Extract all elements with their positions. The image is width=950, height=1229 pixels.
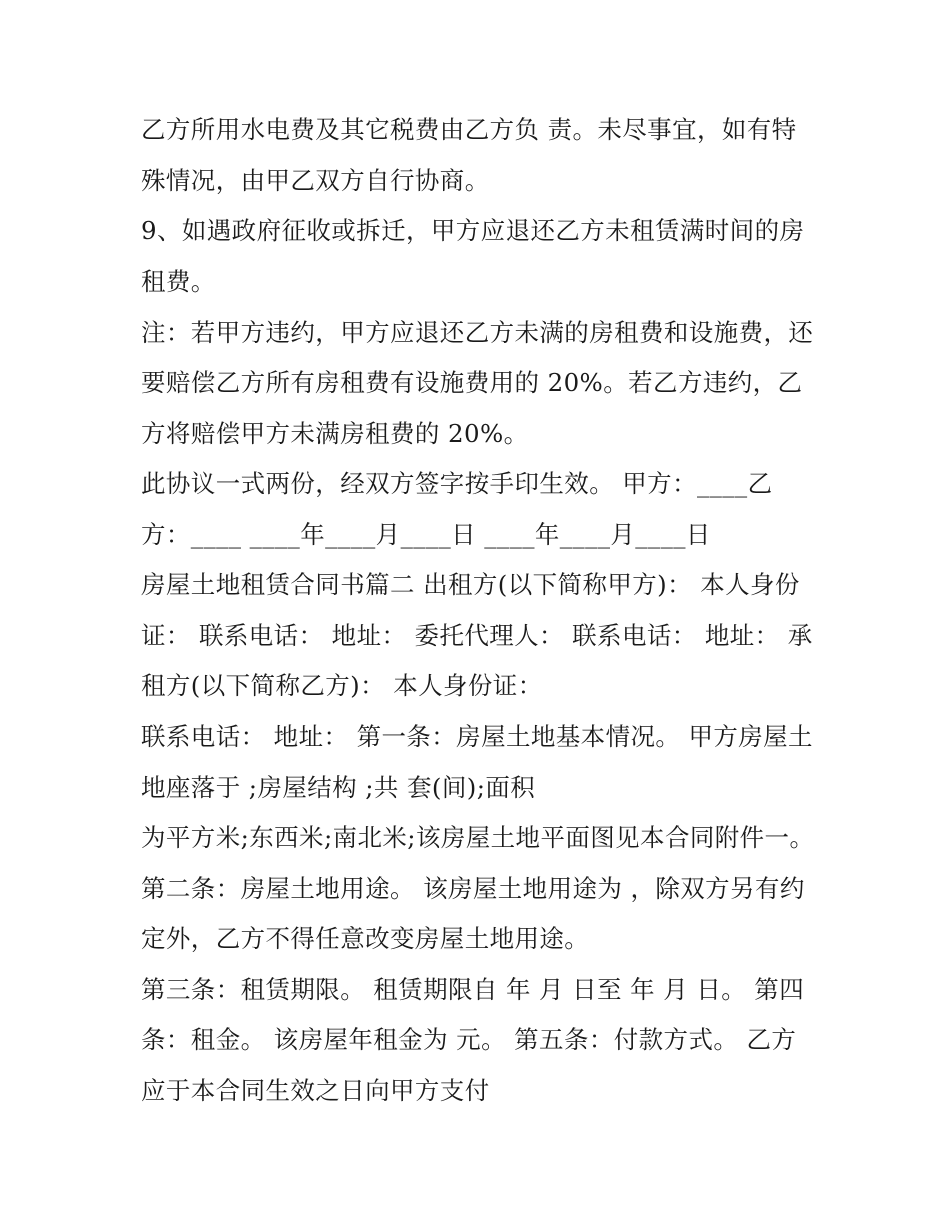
- text-line-12: 租方(以下简称乙方)： 本人身份证：: [141, 671, 543, 700]
- text-line-15: 为平方米;东西米;南北米;该房屋土地平面图见本合同附件一。: [141, 823, 815, 852]
- text-line-18: 第三条：租赁期限。 租赁期限自 年 月 日至 年 月 日。 第四: [141, 975, 805, 1004]
- text-line-13: 联系电话： 地址： 第一条：房屋土地基本情况。 甲方房屋土: [141, 722, 813, 751]
- text-line-7: 方将赔偿甲方未满房租费的 20%。: [141, 419, 529, 448]
- text-line-5: 注：若甲方违约，甲方应退还乙方未满的房租费和设施费，还: [141, 318, 814, 347]
- text-line-8: 此协议一式两份，经双方签字按手印生效。 甲方：____乙: [141, 469, 773, 498]
- text-line-6: 要赔偿乙方所有房租费有设施费用的 20%。若乙方违约，乙: [141, 368, 803, 397]
- text-line-3: 9、如遇政府征收或拆迁，甲方应退还乙方未租赁满时间的房: [141, 216, 805, 245]
- text-line-9: 方：____ ____年____月____日 ____年____月____日: [141, 520, 711, 549]
- text-line-14: 地座落于 ;房屋结构 ;共 套(间);面积: [141, 773, 536, 802]
- text-line-17: 定外，乙方不得任意改变房屋土地用途。: [141, 924, 590, 953]
- text-line-20: 应于本合同生效之日向甲方支付: [141, 1076, 490, 1105]
- text-line-10: 房屋土地租赁合同书篇二 出租方(以下简称甲方)： 本人身份: [141, 570, 800, 599]
- text-line-11: 证： 联系电话： 地址： 委托代理人： 联系电话： 地址： 承: [141, 621, 813, 650]
- text-line-19: 条：租金。 该房屋年租金为 元。 第五条：付款方式。 乙方: [141, 1025, 797, 1054]
- text-line-1: 乙方所用水电费及其它税费由乙方负 责。未尽事宜，如有特: [141, 115, 797, 144]
- text-line-2: 殊情况，由甲乙双方自行协商。: [141, 166, 490, 195]
- text-line-4: 租费。: [141, 267, 216, 296]
- text-line-16: 第二条：房屋土地用途。 该房屋土地用途为 ，除双方另有约: [141, 874, 805, 903]
